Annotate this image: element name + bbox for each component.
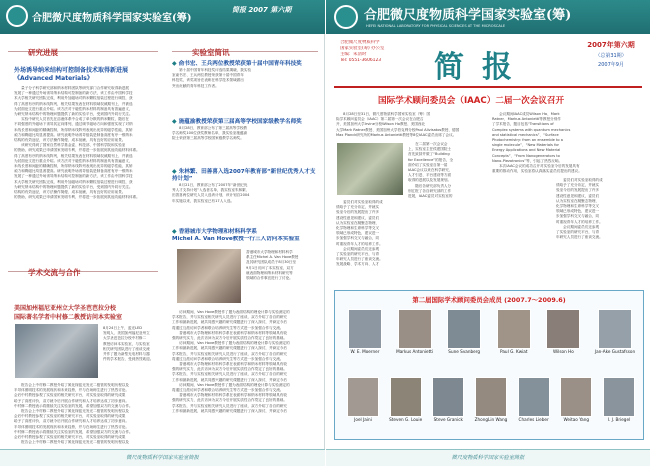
body-line: 该研究得到了国家自然科学基金委、科技部、中国科学院和实验室 [14, 143, 126, 148]
visit-body [172, 310, 320, 414]
news-item-line: 室俞书宏、王兵两位教授荣获第十届中国青年 [172, 73, 244, 78]
caption-line: 及其研究团队成员于8月30日至 [246, 260, 296, 265]
body-line: 会后中村教授参观了实验室的相关研究平台，对实验室取得的研究成果 [14, 393, 126, 398]
caption-line: 大学圣芭芭拉分校中村修二 [103, 336, 147, 341]
member-card [343, 377, 383, 437]
body-line: 的资助，研究成果已申请国家发明专利，并将进一步拓展到其他功能材料体系。 [14, 195, 140, 200]
col-line: 认为实验室在凝聚态物理、 [556, 198, 600, 203]
col-line: 了实验室的研究平台，与青 [336, 252, 380, 257]
col-line: 绩给予了充分肯定，并就实 [336, 205, 380, 210]
body-line: 将通过互派访问学者和联合培养研究生等方式进一步加强合作与交流。 [172, 356, 284, 361]
news-section-title: 实验室简讯 [192, 48, 230, 57]
member-name: I. J. Briegel [607, 417, 631, 422]
iaac-members-title: 第二届国际学术顾问委员会成员 (2007.7～2009.6) [412, 296, 566, 304]
member-card [471, 377, 511, 437]
news-item-3 [172, 168, 320, 204]
research-section-header [8, 40, 158, 57]
body-line: 访问期间，Van Hove教授作了题为表面结构的理论计算与实验测定的 [172, 310, 290, 314]
diamond-icon: ◆ [172, 118, 179, 125]
col-line: IAAC会议以来在科学研究、 [408, 168, 453, 173]
member-photo [390, 377, 422, 417]
news-item-line: 第十届中国青年科技奖评选结果揭晓，我实验 [172, 68, 252, 72]
news-item-1 [172, 60, 320, 89]
body-line: 强的研究实力，此次访问为双方今后开展实质性合作奠定了良好的基础。 [172, 367, 287, 372]
member-photo [603, 377, 635, 417]
iaac-meeting-photo [336, 142, 404, 196]
col-line: 领域已形成特色，建议进一 [336, 231, 380, 236]
body-line: 学术报告，并与实验室相关研究人员进行了座谈，双方介绍了各自的研究 [172, 403, 287, 408]
issue-line: 2007年第六期 [587, 41, 635, 49]
intro-line: 大学Mark Ratner教授、美国加州大学伯克利分校Paul Alivisatos教授、德国 [336, 127, 460, 132]
col1-text [408, 142, 486, 199]
col-line: 验室今后的发展提出了许多 [336, 210, 380, 215]
col-line: 建设性意见和建议，委员们 [336, 215, 380, 220]
left-footer [0, 449, 325, 466]
col-line: 化学物理和生命科学等交叉 [556, 204, 600, 209]
news-item-title: 朱林繁、田善喜入选2007年教育部“新世纪优秀人才支持计划” [172, 169, 316, 182]
body-line: 为封面论文进行重点介绍。该方法对于磁性纳米材料的制备具有普遍意义， [14, 158, 133, 163]
exchange-caption [103, 326, 163, 362]
body-line: 得了高度有序的纳米线阵列，相关结果发表在材料领域权威期刊上，并被选 [14, 101, 133, 106]
col-line: Ratner、Markus Antonietti等教授分别作 [492, 117, 561, 122]
col-line: 会议期间委员们还参观 [336, 246, 380, 251]
body-line: 报告会上中村修二教授介绍了氮化镓蓝光发光二极管的发明历程以及 [14, 383, 129, 387]
body-line: 术大学相关研究团队完成，利用外加磁场对纳米颗粒组装过程进行调控，获 [14, 179, 133, 184]
member-photo [398, 309, 432, 349]
sponsor-line: 主编：朱清时 [340, 52, 367, 57]
col-line: 年研究人员进行了座谈交流。 [556, 235, 603, 240]
body-line: 香港城市大学物理和材料科学系在表面科学和纳米材料等领域具有较 [172, 362, 287, 367]
body-line: 将通过互派访问学者和联合培养研究生等方式进一步加强合作与交流。 [172, 388, 284, 393]
body-line: 为封面论文进行重点介绍。该方法对于磁性纳米材料的制备具有普遍意义， [14, 106, 133, 111]
body-line: 强的研究实力，此次访问为双方今后开展实质性合作奠定了良好的基础。 [172, 336, 287, 341]
body-line: 香港城市大学物理和材料科学系在表面科学和纳米材料等领域具有较 [172, 393, 287, 398]
col3-text [492, 112, 644, 174]
body-line: 学术报告，并与实验室相关研究人员进行了座谈，双方介绍了各自的研究 [172, 315, 287, 320]
body-line: 工作和最新进展，就共同感兴趣的研究课题进行了深入探讨，并商定今后 [172, 320, 287, 325]
member-photo [560, 377, 592, 417]
col-line: 验室今后的发展提出了许多 [556, 188, 600, 193]
col-line: 了实验室的研究平台，与青 [556, 230, 600, 235]
visit-title-2: Michel A. Van Hove教授一行三人访问本实验室 [172, 236, 300, 242]
right-header [326, 0, 650, 34]
col-line: 重要的推动作用，实验室将认真落实委员们提出的建议。 [492, 169, 582, 174]
member-name: Charles Lieber [518, 417, 549, 422]
col-line: 领域已形成特色，建议进一 [556, 209, 600, 214]
visit-caption [246, 250, 320, 281]
member-name: Steven G. Louie [389, 417, 423, 422]
sponsor-line: 国家实验室(筹) 办公室 [340, 46, 385, 51]
member-name: Wilson Ho [552, 349, 574, 354]
member-photo [447, 309, 481, 349]
body-line: 强的研究实力，此次访问为双方今后开展实质性合作奠定了良好的基础。 [172, 398, 287, 403]
caption-line: 件的学术报告，受到热烈欢迎。 [103, 357, 154, 362]
caption-line: 8月24日上午，蓝光LED [103, 326, 143, 330]
col-line: 首先致辞并做了“Building [408, 152, 450, 157]
left-logo-text: 合肥微尺度物质科学国家实验室(筹) [32, 13, 192, 24]
member-photo [518, 377, 550, 417]
exchange-article-subtitle: 国际著名学者中村修二教授访问本实验室 [14, 314, 123, 321]
body-line: 量子分子科学研究部和纳米材料团队等研究部门合作研究取得新进展 [14, 86, 129, 90]
right-logo-text: 合肥微尺度物质科学国家实验室(筹) [364, 8, 572, 23]
member-card [428, 377, 468, 437]
col-line: 面介绍了实验室自第一届 [408, 162, 448, 167]
body-line: 给予了高度评价，双方就今后开展合作研究和人才培养达成了初步意向。 [14, 419, 129, 424]
body-line: 将通过互派访问学者和联合培养研究生等方式进一步加强合作与交流。 [172, 325, 284, 330]
right-footer [326, 449, 650, 466]
col2-text [336, 200, 486, 268]
body-line: 工作和最新进展，就共同感兴趣的研究课题进行了深入探讨，并商定今后 [172, 408, 287, 413]
body-line: 米线长度和间距的精确控制，所得纳米线阵列表现出优异的磁学性能，其矫 [14, 127, 133, 132]
member-card [591, 309, 639, 369]
col-line: single molecule”、“New Materials for [492, 143, 560, 148]
col-line: 时重视青年人才的培养工作。 [336, 241, 383, 246]
sponsor-line: 合肥微尺度物质科学 [340, 40, 380, 45]
member-card [514, 377, 554, 437]
member-card [492, 309, 536, 369]
member-card [599, 377, 639, 437]
col-line: 人才引进、平台建设等方面 [408, 173, 452, 178]
col-line: 步加强学科交叉与融合，同 [556, 214, 600, 219]
col-line: 年研究人员进行了座谈交流。 [336, 257, 383, 262]
col-line: 会议期间IAAC成员Wilson Ho、Mark [492, 112, 560, 116]
caption-line: 系主任Michel A. Van Hove教授 [246, 255, 299, 260]
left-issue-label: 简报 2007 第六期 [232, 6, 292, 14]
member-card [442, 309, 486, 369]
body-line: 给予了高度评价，双方就今后开展合作研究和人才培养达成了初步意向。 [14, 398, 129, 403]
research-section-title: 研究进展 [28, 48, 58, 57]
col-line: 上，实验室主任侯建国院士 [408, 147, 452, 152]
member-photo [475, 377, 507, 417]
member-photo [348, 309, 382, 349]
visit-title-block [172, 228, 320, 243]
members-row-2 [343, 377, 639, 437]
news-item-2 [172, 118, 320, 142]
member-photo [497, 309, 531, 349]
col-line: 建设性意见和建议，委员们 [556, 193, 600, 198]
col-line: 会议期间委员们还参观 [556, 224, 600, 229]
body-line: 半导体照明技术的发展现状和未来趋势，并与在场师生进行了热烈讨论。 [14, 424, 129, 429]
news-section-header [172, 40, 318, 57]
body-line: 会后中村教授参观了实验室的相关研究平台，对实验室取得的研究成果 [14, 435, 126, 440]
body-line: 中村修二教授表示将继续关注实验室的发展，希望加强双方的交流与合作。 [14, 403, 133, 408]
col-line: 化学物理和生命科学等交叉 [336, 226, 380, 231]
caption-line: 9月1日访问了本实验室，双方 [246, 265, 294, 270]
body-line: 得了高度有序的纳米线阵列，相关结果发表在材料领域权威期刊上，并被选 [14, 153, 133, 158]
sponsor-block [340, 40, 420, 64]
col-line: Concepts”、“From Nanogenerators to [492, 153, 560, 158]
news-item-line: 学名师奖100位获奖教师名单，我实验室施蕴渝 [172, 131, 248, 136]
news-item-line: 秀人才支持计划”入选者名单，我实验室朱林繁、 [172, 188, 250, 193]
member-name: Paul G. Kwiat [500, 349, 528, 354]
body-line: 的资助，研究成果已申请国家发明专利，并将进一步拓展到其他功能材料体系。 [14, 148, 140, 153]
member-photo [598, 309, 632, 349]
big-title: 简报 [434, 50, 530, 85]
member-card [343, 309, 387, 369]
col-line: Energy Applications and New Material [492, 148, 561, 153]
issue-block [578, 40, 644, 68]
member-name: Jan-Ake Gustafsson [594, 349, 636, 354]
exchange-section-title: 学术交流与合作 [28, 268, 81, 277]
issue-line: 2007年9月 [598, 62, 624, 68]
member-card [556, 377, 596, 437]
headline: 国际学术顾问委员会（IAAC）二届一次会议召开 [378, 96, 565, 106]
caption-line: 香港城市大学物理和材料科学 [246, 250, 293, 254]
caption-line: 相关研究团队进行了座谈交流 [103, 346, 150, 351]
members-row-1 [343, 309, 639, 369]
col-line: 别汇报了各自研究部的工作 [408, 188, 452, 193]
col-line: Nano-Piezotronics”等，引起了热烈反响。 [492, 158, 563, 163]
member-name: Joel Jaini [354, 417, 372, 422]
member-photo [546, 309, 580, 349]
news-item-title: 俞书宏、王兵两位教授荣获第十届中国青年科技奖 [178, 61, 302, 67]
caption-line: 发明人、美国加州福尼亚州立 [103, 331, 150, 336]
news-item-title: 施蕴渝教授荣获第三届高等学校国家级教学名师奖 [178, 119, 302, 125]
diamond-icon: ◆ [172, 60, 179, 67]
body-line: 实验中研究人员首先在溶液体系中合成了单分散的纳米颗粒，随后在 [14, 117, 129, 122]
iaac-members-box [334, 290, 644, 440]
body-line: 米线长度和间距的精确控制，所得纳米线阵列表现出优异的磁学性能，其矫 [14, 164, 133, 169]
intro-line: 开，美国加州大学Irvine分校Wilson Ho教授、美国西北 [336, 122, 426, 127]
exchange-body [14, 383, 162, 445]
right-logo-icon [334, 5, 358, 29]
body-line: 报告会上中村修二教授介绍了氮化镓蓝光发光二极管的发明历程以及 [14, 440, 129, 445]
body-line: 工作和最新进展，就共同感兴趣的研究课题进行了深入探讨，并商定今后 [172, 377, 287, 382]
member-card [386, 377, 426, 437]
right-footer-text: 微尺度物质科学国家实验室简报 [451, 455, 525, 461]
body-line: 访问期间，Van Hove教授作了题为表面结构的理论计算与实验测定的 [172, 382, 290, 387]
caption-line: 就表面物理和纳米材料研究等 [246, 270, 293, 275]
exchange-section-header [8, 260, 158, 277]
right-page [326, 0, 650, 466]
research-article-title: 外场诱导纳米结构可控制备技术取得新进展 [14, 67, 129, 74]
member-name: Steve Granick [433, 417, 463, 422]
body-line: 为研究纳米结构中的物理问题提供了新的实验平台，受到国内外同行关注。 [14, 184, 133, 189]
col-line: 认为实验室在凝聚态物理、 [336, 220, 380, 225]
col-line: 本次IAAC会议的成功召开对实验室今后的发展具有 [492, 164, 580, 169]
research-body [14, 86, 162, 200]
intro-text [336, 112, 486, 138]
body-line: 访问期间，Van Hove教授作了题为表面结构的理论计算与实验测定的 [172, 341, 290, 346]
right-logo-english: HEFEI NATIONAL LABORATORY FOR PHYSICAL SCIENCES AT THE MICROSCALE [366, 24, 506, 28]
news-item-line: 8月28日，教育部公布了第三届高等学校教 [172, 126, 248, 130]
member-name: Markus Antonietti [396, 349, 434, 354]
news-item-line: 突出贡献的青年科技工作者。 [172, 83, 219, 88]
member-name: ZhongLin Wang [474, 417, 508, 422]
body-line: 学术报告，并与实验室相关研究人员进行了座谈，双方介绍了各自的研究 [172, 351, 287, 356]
body-line: 结构的有效途径，该方法操作简便、成本低廉，具有良好的应用前景。 [14, 138, 126, 143]
col-line: 委员们对实验室取得的成 [556, 178, 603, 182]
col-line: for Excellence”的报告，全 [408, 157, 454, 162]
exchange-article-title: 美国加州福尼亚州立大学圣芭芭拉分校 [14, 305, 117, 312]
col-line: 绩给予了充分肯定，并就实 [556, 183, 600, 188]
member-card [541, 309, 585, 369]
col-line: and statistical mechanics”、“Surface [492, 132, 559, 137]
member-name: Weitao Yang [563, 417, 590, 422]
van-hove-visit-photo [176, 248, 242, 304]
col-line: Complex systems with quantum mechanics [492, 127, 571, 132]
intro-line: Max Planck研究所的Markus Antonietti教授等8位IAAC委员出席了会议。 [336, 132, 457, 137]
member-photo [432, 377, 464, 417]
body-line: 顽力和剩磁比均显著提高。研究表明外场诱导组装是制备高度有序一维纳米 [14, 132, 133, 137]
col-line: 随后各研究部负责人分 [408, 183, 452, 188]
body-line: 报告会上中村修二教授介绍了氮化镓蓝光发光二极管的发明历程以及 [14, 409, 129, 414]
col-line: 时重视青年人才的培养工作。 [556, 219, 603, 224]
body-line: 术大学相关研究团队完成，利用外加磁场对纳米颗粒组装过程进行调控，获 [14, 96, 133, 101]
news-item-line: 年实施以来，我实验室已有17人入选。 [172, 198, 235, 203]
diamond-icon: ◆ [172, 228, 179, 235]
research-article-title-journal: 《Advanced Materials》 [14, 75, 93, 82]
news-item-line: 8月21日，教育部公布了2007年“新世纪优 [172, 183, 248, 187]
issue-line: （总第31期） [595, 53, 627, 59]
body-line: 中村修二教授表示将继续关注实验室的发展，希望加强双方的交流与合作。 [14, 429, 133, 434]
col-line: Photochemistry: from an ensemble to a [492, 138, 563, 143]
body-line: 为研究纳米结构中的物理问题提供了新的实验平台，受到国内外同行关注。 [14, 112, 133, 117]
member-name: Sune Svanberg [448, 349, 481, 354]
member-photo [347, 377, 379, 417]
left-footer-text: 微尺度物质科学国家实验室简报 [126, 455, 199, 461]
caption-line: 并作了题为新型光电材料与器 [103, 352, 150, 357]
intro-line: 8月28日至31日，微尺度物质科学国家实验室（筹）国 [336, 112, 431, 116]
left-logo-icon [6, 5, 28, 27]
news-item-line: 科技奖，该奖项旨在表彰在科学技术领域做出 [172, 78, 244, 83]
body-line: 学术报告，并与实验室相关研究人员进行了座谈，双方介绍了各自的研究 [172, 372, 287, 377]
caption-line: 教授访问本实验室，与实验室 [103, 341, 150, 346]
member-card [393, 309, 437, 369]
intro-line: 际学术顾问委员会（IAAC）第二届第一次会议在合肥召 [336, 117, 424, 122]
col-line: 步加强学科交叉与融合，同 [336, 236, 380, 241]
member-name: W. E. Moerner [350, 349, 380, 354]
body-line: 顽力和剩磁比均显著提高。研究表明外场诱导组装是制备高度有序一维纳米 [14, 169, 133, 174]
col-line: 了学术报告，题目包括“Transitions of [492, 122, 554, 127]
news-item-line: 院士荣获第三届高等学校国家级教学名师奖。 [172, 136, 244, 141]
col-line: 进展，IAAC委员对实验室的 [408, 194, 453, 199]
body-line: 发展了一种通过外场诱导纳米结构可控制备的新方法，该工作由中国科学技 [14, 91, 133, 96]
diamond-icon: ◆ [172, 168, 179, 175]
col-line: 在二届第一次会议会 [408, 142, 448, 146]
news-item-line: 田善喜两位研究人员入选该计划，该计划自2004 [172, 193, 250, 198]
body-line: 发展了一种通过外场诱导纳米结构可控制备的新方法，该工作由中国科学技 [14, 174, 133, 179]
col-line: 取得的进展以及发展规划。 [408, 178, 452, 183]
body-line: 不同强度的外磁场下诱导其定向排列，通过调节磁场方向和强度实现了对纳 [14, 122, 133, 127]
col-line: 发展战略、学术方向、人才 [336, 262, 380, 267]
col3-text-lower [556, 178, 644, 240]
col-line: 委员们对实验室取得的成 [336, 200, 383, 204]
nakamura-visit-photo [14, 323, 99, 379]
body-line: 结构的有效途径，该方法操作简便、成本低廉，具有良好的应用前景。 [14, 190, 126, 195]
body-line: 香港城市大学物理和材料科学系在表面科学和纳米材料等领域具有较 [172, 330, 287, 335]
body-line: 工作和最新进展，就共同感兴趣的研究课题进行了深入探讨，并商定今后 [172, 346, 287, 351]
visit-title: 香港城市大学物理和材料科学系 [178, 229, 258, 235]
body-line: 会后中村教授参观了实验室的相关研究平台，对实验室取得的研究成果 [14, 414, 126, 419]
sponsor-line: Tel: 0551-3606123 [340, 58, 382, 63]
title-rule [334, 86, 642, 88]
caption-line: 领域的合作事宜进行了讨论。 [246, 276, 293, 281]
body-line: 半导体照明技术的发展现状和未来趋势，并与在场师生进行了热烈讨论。 [14, 388, 129, 393]
